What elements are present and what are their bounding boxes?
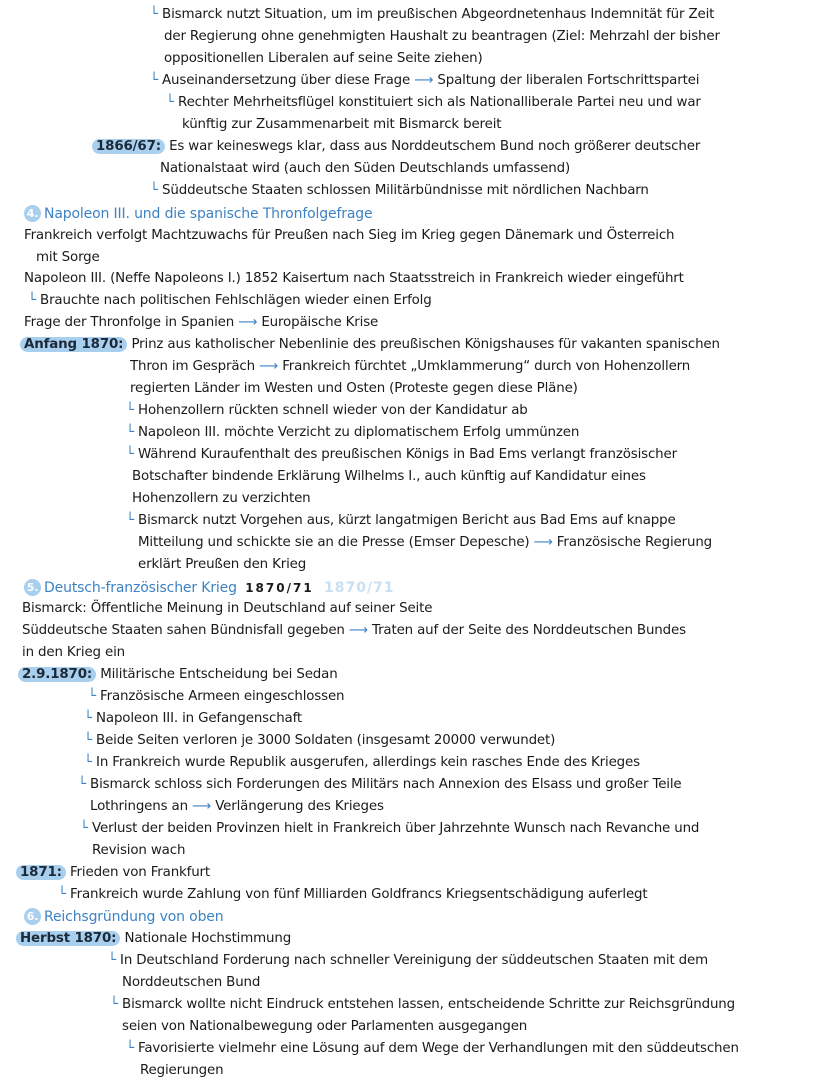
date-highlight: 2.9.1870: [18,667,96,682]
note-line [84,730,555,752]
note-text: Rechter Mehrheitsflügel konstituiert sich als Nationalliberale Partei neu und war [178,95,701,110]
note-line [36,247,100,269]
note-text: Verlängerung des Krieges [215,799,384,814]
note-text: Bismarck nutzt Situation, um im preußischen Abgeordnetenhaus Indemnität für Zeit [162,7,715,22]
note-line [132,488,311,510]
sub-bullet-icon: └ [108,953,116,968]
note-text: Norddeutschen Bund [122,975,261,990]
note-line [122,1016,527,1038]
note-line [166,92,701,114]
sub-bullet-icon: └ [150,7,158,22]
note-text: Nationale Hochstimmung [124,931,292,946]
section-number-badge: 6. [24,908,41,925]
note-line [24,312,378,334]
section-heading-4 [24,203,372,225]
note-line [126,422,579,444]
note-line [58,884,648,906]
note-line [16,862,210,884]
note-text: Botschafter bindende Erklärung Wilhelms I., auch künftig auf Kandidatur eines [132,469,646,484]
note-text: Verlust der beiden Provinzen hielt in Frankreich über Jahrzehnte Wunsch nach Revanche und [92,821,700,836]
date-highlight: Anfang 1870: [20,337,127,352]
note-text: Regierungen [140,1063,224,1078]
note-text: Brauchte nach politischen Fehlschlägen wieder einen Erfolg [40,293,432,308]
note-text: Bismarck wollte nicht Eindruck entstehen lassen, entscheidende Schritte zur Reichsgründung [122,997,735,1012]
sub-bullet-icon: └ [110,997,118,1012]
note-text: Favorisierte vielmehr eine Lösung auf dem Wege der Verhandlungen mit den süddeutschen [138,1041,739,1056]
note-text: Nationalstaat wird (auch den Süden Deutschlands umfassend) [160,161,571,176]
sub-bullet-icon: └ [150,73,158,88]
arrow-icon: ⟶ [533,535,553,550]
sub-bullet-icon: └ [126,425,134,440]
section-heading-5 [24,577,395,599]
date-label: 1870/71 [245,581,314,595]
note-text: seien von Nationalbewegung oder Parlamenten ausgegangen [122,1019,528,1034]
note-line [182,114,501,136]
arrow-icon: ⟶ [348,623,368,638]
note-text: Thron im Gespräch [130,359,255,374]
note-line [88,686,344,708]
note-text: Beide Seiten verloren je 3000 Soldaten (insgesamt 20000 verwundet) [96,733,556,748]
note-line [92,840,185,862]
note-line [132,466,646,488]
sub-bullet-icon: └ [166,95,174,110]
note-text: Spaltung der liberalen Fortschrittspartei [437,73,700,88]
note-text: Frieden von Frankfurt [69,865,211,880]
note-text: In Frankreich wurde Republik ausgerufen, allerdings kein rasches Ende des Krieges [96,755,640,770]
note-text: Napoleon III. möchte Verzicht zu diplomatischem Erfolg ummünzen [138,425,580,440]
sub-bullet-icon: └ [88,689,96,704]
note-text: Hohenzollern rückten schnell wieder von der Kandidatur ab [138,403,528,418]
note-line [122,972,260,994]
note-line [84,752,640,774]
note-text: Frankreich wurde Zahlung von fünf Milliarden Goldfrancs Kriegsentschädigung auferlegt [70,887,648,902]
sub-bullet-icon: └ [78,777,86,792]
note-line [90,796,384,818]
note-text: Süddeutsche Staaten sahen Bündnisfall gegeben [22,623,345,638]
note-text: oppositionellen Liberalen auf seine Seite ziehen) [164,51,483,66]
note-text: Bismarck nutzt Vorgehen aus, kürzt langatmigen Bericht aus Bad Ems auf knappe [138,513,676,528]
section-number-badge: 4. [24,205,41,222]
note-text: in den Krieg ein [22,645,125,660]
note-line [22,620,686,642]
sub-bullet-icon: └ [126,447,134,462]
note-line [20,334,720,356]
note-line [78,774,682,796]
note-text: regierten Länder im Westen und Osten (Proteste gegen diese Pläne) [130,381,578,396]
section-heading-6 [24,906,224,928]
note-text: Prinz aus katholischer Nebenlinie des preußischen Königshauses für vakanten spanischen [131,337,720,352]
note-line [18,664,338,686]
note-line [164,48,483,70]
section-number-badge: 5. [24,579,41,596]
note-line [126,1038,739,1060]
note-line [150,180,649,202]
note-line [150,4,714,26]
note-text: Lothringens an [90,799,188,814]
note-text: Französische Regierung [556,535,713,550]
sub-bullet-icon: └ [126,1041,134,1056]
arrow-icon: ⟶ [192,799,212,814]
note-line [22,598,432,620]
note-line [24,268,684,290]
note-text: Napoleon III. in Gefangenschaft [96,711,303,726]
note-text: Militärische Entscheidung bei Sedan [100,667,338,682]
sub-bullet-icon: └ [126,403,134,418]
note-line [138,532,712,554]
section-title: Reichsgründung von oben [44,909,224,925]
note-line [160,158,570,180]
note-line [140,1060,223,1082]
note-line [164,26,720,48]
note-text: Hohenzollern zu verzichten [132,491,311,506]
sub-bullet-icon: └ [84,755,92,770]
note-text: Frankreich fürchtet „Umklammerung“ durch von Hohenzollern [282,359,691,374]
note-text: Bismarck: Öffentliche Meinung in Deutschland auf seiner Seite [22,601,433,616]
note-text: Bismarck schloss sich Forderungen des Militärs nach Annexion des Elsass und großer Teile [90,777,682,792]
note-line [138,554,306,576]
faint-date-label: 1870/71 [323,580,395,596]
sub-bullet-icon: └ [80,821,88,836]
arrow-icon: ⟶ [414,73,434,88]
note-line [150,70,699,92]
note-text: Französische Armeen eingeschlossen [100,689,345,704]
section-title: Deutsch-französischer Krieg [44,580,237,596]
note-line [126,444,677,466]
note-text: In Deutschland Forderung nach schneller Vereinigung der süddeutschen Staaten mit dem [120,953,709,968]
note-text: Es war keineswegs klar, dass aus Norddeutschem Bund noch größerer deutscher [169,139,701,154]
note-line [126,400,528,422]
note-text: Frage der Thronfolge in Spanien [24,315,235,330]
note-line [24,225,674,247]
date-highlight: Herbst 1870: [16,931,120,946]
note-line [22,642,125,664]
note-text: Während Kuraufenthalt des preußischen Königs in Bad Ems verlangt französischer [138,447,677,462]
note-line [80,818,699,840]
note-text: künftig zur Zusammenarbeit mit Bismarck bereit [182,117,502,132]
note-text: Napoleon III. (Neffe Napoleons I.) 1852 Kaisertum nach Staatsstreich in Frankreich wieder eingeführt [24,271,684,286]
note-line [28,290,432,312]
arrow-icon: ⟶ [238,315,258,330]
section-title: Napoleon III. und die spanische Thronfolgefrage [44,206,373,222]
arrow-icon: ⟶ [259,359,279,374]
note-text: Auseinandersetzung über diese Frage [162,73,411,88]
note-line [130,356,690,378]
sub-bullet-icon: └ [126,513,134,528]
note-line [110,994,735,1016]
note-text: mit Sorge [36,250,100,265]
note-text: erklärt Preußen den Krieg [138,557,307,572]
sub-bullet-icon: └ [84,733,92,748]
note-text: der Regierung ohne genehmigten Haushalt zu beantragen (Ziel: Mehrzahl der bisher [164,29,720,44]
note-line [130,378,578,400]
note-text: Traten auf der Seite des Norddeutschen Bundes [372,623,686,638]
note-line [92,136,700,158]
note-text: Mitteilung und schickte sie an die Presse (Emser Depesche) [138,535,530,550]
note-text: Revision wach [92,843,186,858]
date-highlight: 1866/67: [92,139,165,154]
note-text: Europäische Krise [261,315,379,330]
note-text: Frankreich verfolgt Machtzuwachs für Preußen nach Sieg im Krieg gegen Dänemark und Österreich [24,228,675,243]
sub-bullet-icon: └ [84,711,92,726]
date-highlight: 1871: [16,865,66,880]
note-line [16,928,291,950]
note-line [108,950,708,972]
sub-bullet-icon: └ [58,887,66,902]
sub-bullet-icon: └ [28,293,36,308]
note-text: Süddeutsche Staaten schlossen Militärbündnisse mit nördlichen Nachbarn [162,183,649,198]
note-line [126,510,676,532]
note-line [84,708,302,730]
sub-bullet-icon: └ [150,183,158,198]
